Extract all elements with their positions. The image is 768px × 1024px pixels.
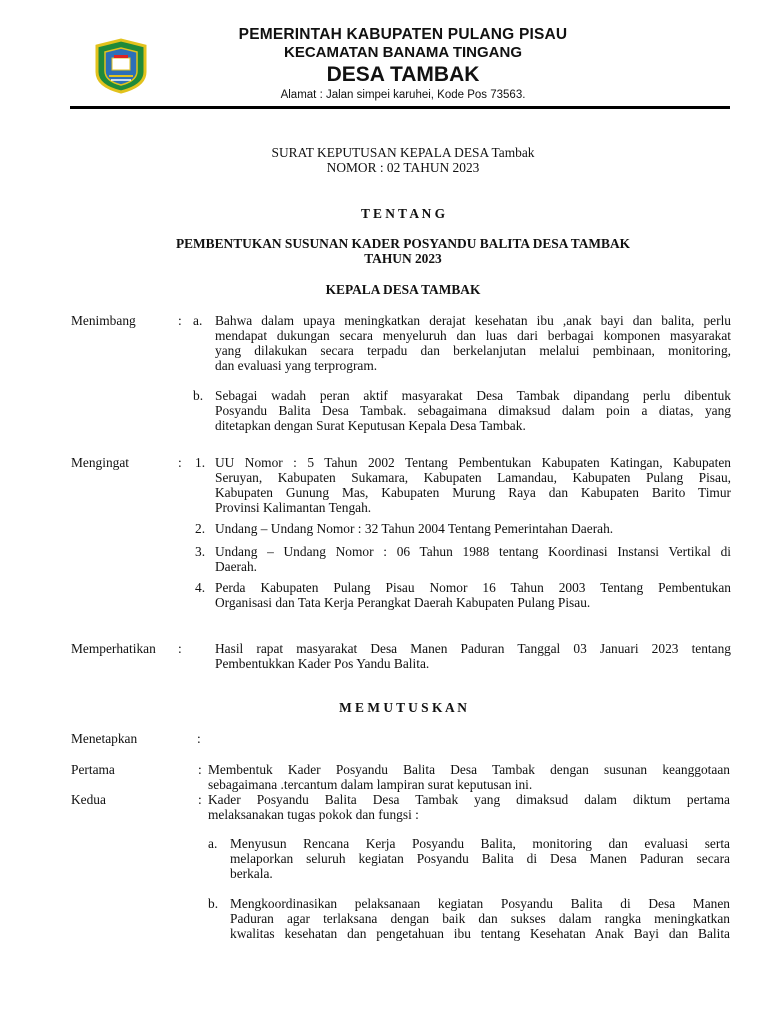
text-line: Menyusun Rencana Kerja Posyandu Balita, monitoring dan evaluasi serta [230, 836, 730, 851]
text-line: kwalitas kesehatan dan pengetahuan ibu tentang Kesehatan Anak Bayi dan Balita [230, 926, 730, 941]
text-line: ditetapkan dengan Surat Keputusan Kepala Desa Tambak. [215, 418, 526, 433]
menimbang-b-mark: b. [193, 388, 204, 403]
memutuskan-heading: M E M U T U S K A N [339, 700, 467, 715]
text-line: Undang – Undang Nomor : 32 Tahun 2004 Tentang Pemerintahan Daerah. [215, 521, 614, 536]
mengingat-4-text [215, 580, 731, 610]
kedua-b-text [230, 896, 730, 941]
text-line: UU Nomor : 5 Tahun 2002 Tentang Pembentukan Kabupaten Katingan, Kabupaten [215, 455, 731, 470]
text-line: Kader Posyandu Balita Desa Tambak yang dimaksud dalam diktum pertama [208, 792, 730, 807]
text-line: Undang – Undang Nomor : 06 Tahun 1988 tentang Koordinasi Instansi Vertikal di [215, 544, 731, 559]
pertama-label: Pertama [71, 762, 115, 777]
menimbang-label: Menimbang [71, 313, 136, 328]
decree-title: SURAT KEPUTUSAN KEPALA DESA Tambak [271, 145, 535, 160]
letterhead-government: PEMERINTAH KABUPATEN PULANG PISAU [238, 26, 568, 43]
mengingat-colon: : [178, 455, 182, 470]
menimbang-colon: : [178, 313, 182, 328]
text-line: Kabupaten Gunung Mas, Kabupaten Murung Raya dan Kabupaten Barito Timur [215, 485, 731, 500]
menetapkan-label: Menetapkan [71, 731, 138, 746]
pertama-text [208, 762, 730, 792]
tentang-heading: T E N T A N G [360, 206, 446, 221]
text-line: Organisasi dan Tata Kerja Perangkat Daerah Kabupaten Pulang Pisau. [215, 595, 591, 610]
text-line: dan evaluasi yang terprogram. [215, 358, 378, 373]
text-line: Pembentukkan Kader Pos Yandu Balita. [215, 656, 430, 671]
text-line: berkala. [230, 866, 273, 881]
mengingat-4-mark: 4. [195, 580, 206, 595]
text-line: Paduran agar terlaksana dengan baik dan sukses dalam rangka meningkatkan [230, 911, 730, 926]
pertama-colon: : [198, 762, 202, 777]
text-line: Provinsi Kalimantan Tengah. [215, 500, 372, 515]
kedua-text [208, 792, 730, 822]
text-line: Seruyan, Kabupaten Sukamara, Kabupaten Lamandau, Kabupaten Pulang Pisau, [215, 470, 731, 485]
kepala-heading: KEPALA DESA TAMBAK [325, 282, 481, 297]
letterhead-address: Alamat : Jalan simpei karuhei, Kode Pos 73563. [280, 89, 526, 101]
menimbang-a-mark: a. [193, 313, 203, 328]
letterhead-district: KECAMATAN BANAMA TINGANG [283, 44, 523, 61]
letterhead [0, 26, 768, 106]
kedua-b-mark: b. [208, 896, 219, 911]
regency-emblem-icon [93, 38, 149, 94]
text-line: sebagaimana .tercantum dalam lampiran surat keputusan ini. [208, 777, 533, 792]
menetapkan-colon: : [197, 731, 201, 746]
text-line: Sebagai wadah peran aktif masyarakat Desa Tambak dipandang perlu dibentuk [215, 388, 731, 403]
text-line: Posyandu Balita Desa Tambak. sebagaimana dimaksud dalam poin a diatas, yang [215, 403, 731, 418]
mengingat-2-mark: 2. [195, 521, 206, 536]
mengingat-3-text [215, 544, 731, 574]
subject-line-1: PEMBENTUKAN SUSUNAN KADER POSYANDU BALITA DESA TAMBAK [175, 236, 631, 251]
subject-line-2: TAHUN 2023 [364, 251, 442, 266]
decree-number: NOMOR : 02 TAHUN 2023 [326, 160, 480, 175]
mengingat-1-mark: 1. [195, 455, 206, 470]
letterhead-village: DESA TAMBAK [326, 63, 480, 86]
text-line: Perda Kabupaten Pulang Pisau Nomor 16 Tahun 2003 Tentang Pembentukan [215, 580, 731, 595]
text-line: melaporkan seluruh kegiatan Posyandu Balita di Desa Manen Paduran secara [230, 851, 730, 866]
memperhatikan-label: Memperhatikan [71, 641, 156, 656]
memperhatikan-text [215, 641, 731, 671]
letterhead-divider [70, 106, 730, 109]
text-line: Membentuk Kader Posyandu Balita Desa Tambak dengan susunan keanggotaan [208, 762, 730, 777]
kedua-colon: : [198, 792, 202, 807]
text-line: melaksanakan tugas pokok dan fungsi : [208, 807, 419, 822]
text-line: Daerah. [215, 559, 258, 574]
text-line: Bahwa dalam upaya meningkatkan derajat kesehatan ibu ,anak bayi dan balita, perlu [215, 313, 731, 328]
mengingat-1-text [215, 455, 731, 515]
memperhatikan-colon: : [178, 641, 182, 656]
mengingat-3-mark: 3. [195, 544, 206, 559]
menimbang-a-text [215, 313, 731, 373]
text-line: Mengkoordinasikan pelaksanaan kegiatan Posyandu Balita di Desa Manen [230, 896, 730, 911]
mengingat-label: Mengingat [71, 455, 130, 470]
mengingat-2-text [215, 521, 731, 536]
text-line: yang dilakukan secara terpadu dan berkelanjutan melalui pembinaan, monitoring, [215, 343, 731, 358]
kedua-label: Kedua [71, 792, 106, 807]
kedua-a-text [230, 836, 730, 881]
kedua-a-mark: a. [208, 836, 218, 851]
menimbang-b-text [215, 388, 731, 433]
text-line: Hasil rapat masyarakat Desa Manen Paduran Tanggal 03 Januari 2023 tentang [215, 641, 731, 656]
text-line: mendapat dukungan secara menyeluruh dan luas dari berbagai komponen masyarakat [215, 328, 731, 343]
